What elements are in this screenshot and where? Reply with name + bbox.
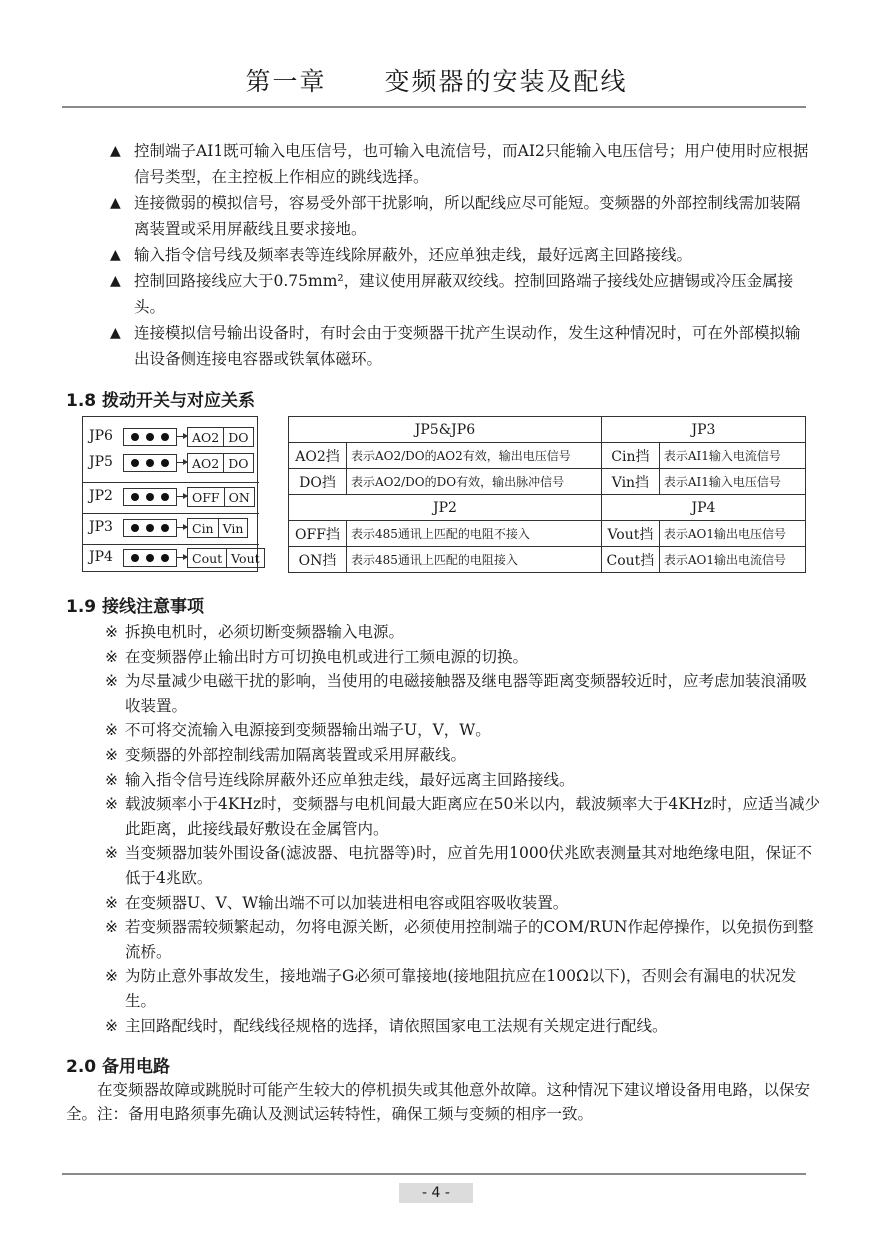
jumper-table [288, 416, 806, 573]
chapter-title: 变频器的安装及配线 [384, 67, 628, 96]
table-cell: DO挡 [289, 469, 347, 495]
triangle-bullet-icon: ▲ [110, 143, 121, 159]
list-item: ※ 变频器的外部控制线需加隔离装置或采用屏蔽线。 [105, 743, 820, 768]
table-cell: AO2挡 [289, 443, 347, 469]
control-notes-list [110, 138, 815, 372]
reference-mark-icon: ※ [105, 918, 118, 937]
triangle-bullet-icon: ▲ [110, 325, 121, 341]
list-item: ▲ 控制回路接线应大于0.75mm²，建议使用屏蔽双绞线。控制回路端子接线处应搪锡或冷压金属接头。 [110, 268, 815, 320]
list-item: ※ 输入指令信号连线除屏蔽外还应单独走线，最好远离主回路接线。 [105, 768, 820, 793]
list-item: ※ 拆换电机时，必须切断变频器输入电源。 [105, 620, 820, 645]
jumper-row [83, 452, 259, 474]
table-header: JP2 [289, 495, 602, 521]
jumper-pins-icon [123, 519, 177, 537]
jumper-row [83, 517, 259, 539]
jumper-label: JP4 [89, 549, 113, 565]
list-item: ※ 为防止意外事故发生，接地端子G必须可靠接地(接地阻抗应在100Ω以下)，否则会有漏电的状况发生。 [105, 964, 820, 1013]
reference-mark-icon: ※ [105, 893, 118, 912]
jumper-label: JP6 [89, 428, 113, 444]
list-item: ※ 载波频率小于4KHz时，变频器与电机间最大距离应在50米以内，载波频率大于4KHz时，应适当减少此距离，此接线最好敷设在金属管内。 [105, 792, 820, 841]
jumper-pins-icon [123, 488, 177, 506]
table-cell: Cin挡 [601, 443, 659, 469]
triangle-bullet-icon: ▲ [110, 247, 121, 263]
table-cell: ON挡 [289, 547, 347, 573]
table-cell: Cout挡 [601, 547, 659, 573]
section-title-2-0: 2.0 备用电路 [66, 1057, 171, 1077]
jumper-divider [83, 544, 259, 545]
chapter-label: 第一章 [245, 67, 327, 96]
header-divider [62, 106, 806, 108]
table-cell: 表示485通讯上匹配的电阻不接入 [347, 521, 602, 547]
table-cell: 表示485通讯上匹配的电阻接入 [347, 547, 602, 573]
table-cell: Vout挡 [601, 521, 659, 547]
table-header: JP3 [601, 417, 805, 443]
jumper-pins-icon [123, 454, 177, 472]
triangle-bullet-icon: ▲ [110, 273, 121, 289]
jumper-options: AO2 DO [187, 453, 254, 473]
triangle-bullet-icon: ▲ [110, 195, 121, 211]
list-item: ▲ 连接模拟信号输出设备时，有时会由于变频器干扰产生误动作，发生这种情况时，可在外部模拟输出设备侧连接电容器或铁氧体磁环。 [110, 320, 815, 372]
list-item: ※ 不可将交流输入电源接到变频器输出端子U，V，W。 [105, 718, 820, 743]
jumper-options: Cout Vout [187, 548, 265, 568]
list-item: ▲ 连接微弱的模拟信号，容易受外部干扰影响，所以配线应尽可能短。变频器的外部控制线需加装隔离装置或采用屏蔽线且要求接地。 [110, 190, 815, 242]
jumper-diagram [82, 416, 258, 572]
list-item: ※ 主回路配线时，配线线径规格的选择，请依照国家电工法规有关规定进行配线。 [105, 1014, 820, 1039]
table-row [289, 521, 806, 547]
table-cell: 表示AO1输出电压信号 [659, 521, 805, 547]
table-cell: 表示AO1输出电流信号 [659, 547, 805, 573]
table-row [289, 417, 806, 443]
list-item: ※ 若变频器需较频繁起动，勿将电源关断，必须使用控制端子的COM/RUN作起停操作，以免损伤到整流桥。 [105, 915, 820, 964]
table-row [289, 495, 806, 521]
footer-divider [62, 1173, 806, 1175]
reference-mark-icon: ※ [105, 623, 118, 641]
page-header [0, 62, 873, 98]
reference-mark-icon: ※ [105, 795, 118, 814]
jumper-options: AO2 DO [187, 427, 254, 447]
list-item: ※ 在变频器停止输出时方可切换电机或进行工频电源的切换。 [105, 645, 820, 670]
jumper-options: OFF ON [187, 487, 255, 507]
jumper-divider [83, 482, 259, 483]
jumper-options: Cin Vin [187, 518, 248, 538]
jumper-row [83, 547, 259, 569]
page-number: - 4 - [399, 1183, 473, 1203]
list-item: ▲ 输入指令信号线及频率表等连线除屏蔽外，还应单独走线，最好远离主回路接线。 [110, 242, 815, 268]
list-item: ※ 为尽量减少电磁干扰的影响，当使用的电磁接触器及继电器等距离变频器较近时，应考虑加装浪涌吸收装置。 [105, 669, 820, 718]
arrow-right-icon [177, 496, 187, 497]
reference-mark-icon: ※ [105, 672, 118, 691]
list-item: ※ 当变频器加装外围设备(滤波器、电抗器等)时，应首先用1000伏兆欧表测量其对地绝缘电阻，保证不低于4兆欧。 [105, 841, 820, 890]
table-row [289, 469, 806, 495]
arrow-right-icon [177, 436, 187, 437]
list-item: ▲ 控制端子AI1既可输入电压信号，也可输入电流信号，而AI2只能输入电压信号；用户使用时应根据信号类型，在主控板上作相应的跳线选择。 [110, 138, 815, 190]
backup-circuit-paragraph: 在变频器故障或跳脱时可能产生较大的停机损失或其他意外故障。这种情况下建议增设备用电路，以保安全。注：备用电路须事先确认及测试运转特性，确保工频与变频的相序一致。 [66, 1081, 811, 1123]
reference-mark-icon: ※ [105, 967, 118, 986]
table-cell: 表示AI1输入电压信号 [659, 469, 805, 495]
arrow-right-icon [177, 527, 187, 528]
table-cell: OFF挡 [289, 521, 347, 547]
jumper-row [83, 426, 259, 448]
jumper-label: JP2 [89, 488, 113, 504]
jumper-divider [83, 513, 259, 514]
section-title-1-9: 1.9 接线注意事项 [66, 597, 205, 617]
reference-mark-icon: ※ [105, 770, 118, 789]
arrow-right-icon [177, 557, 187, 558]
table-cell: Vin挡 [601, 469, 659, 495]
jumper-pins-icon [123, 428, 177, 446]
reference-mark-icon: ※ [105, 1016, 118, 1035]
table-row [289, 443, 806, 469]
arrow-right-icon [177, 462, 187, 463]
table-row [289, 547, 806, 573]
reference-mark-icon: ※ [105, 721, 118, 740]
jumper-pins-icon [123, 549, 177, 567]
wiring-notes-list [105, 620, 820, 1038]
reference-mark-icon: ※ [105, 745, 118, 764]
list-item: ※ 在变频器U、V、W输出端不可以加装进相电容或阻容吸收装置。 [105, 891, 820, 916]
table-cell: 表示AO2/DO的DO有效，输出脉冲信号 [347, 469, 602, 495]
table-cell: 表示AO2/DO的AO2有效，输出电压信号 [347, 443, 602, 469]
section-title-1-8: 1.8 拨动开关与对应关系 [66, 391, 256, 411]
table-header: JP4 [601, 495, 805, 521]
jumper-label: JP3 [89, 519, 113, 535]
table-cell: 表示AI1输入电流信号 [659, 443, 805, 469]
jumper-row [83, 486, 259, 508]
reference-mark-icon: ※ [105, 844, 118, 863]
table-header: JP5&JP6 [289, 417, 602, 443]
reference-mark-icon: ※ [105, 647, 118, 666]
jumper-label: JP5 [89, 454, 113, 470]
